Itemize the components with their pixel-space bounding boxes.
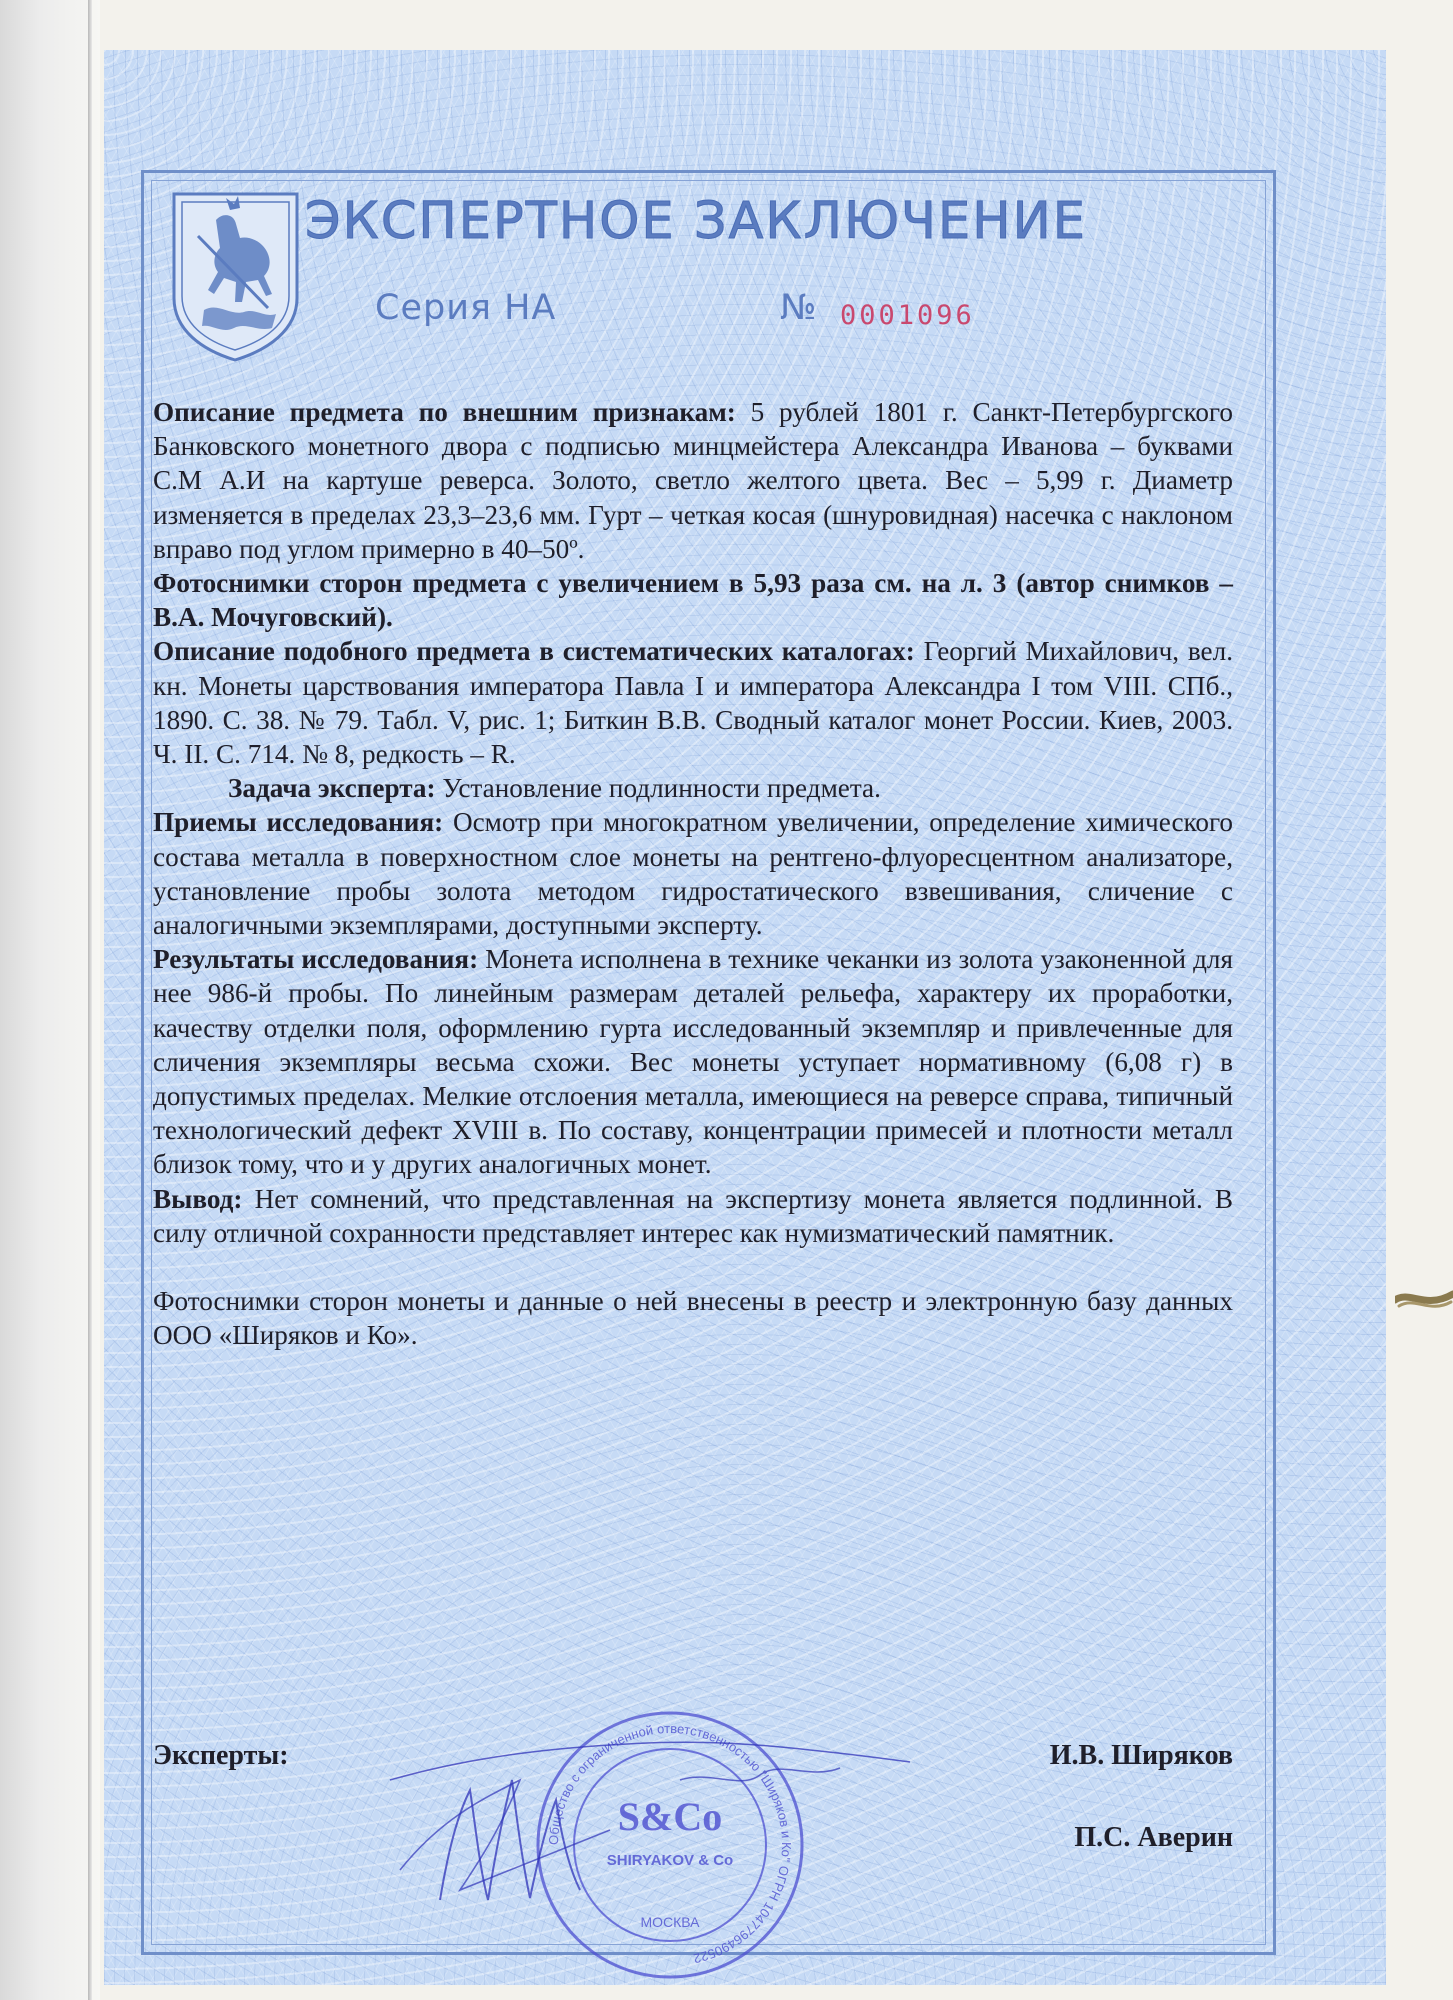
methods-text: Осмотр при многократном увеличении, определение химического состава металла в поверхностном слое монеты на рентгено-флуоресцентном анализаторе, установление пробы золота методом гидростатического взвешивания, сличение с аналогичными экземплярами, доступными эксперту. <box>153 807 1234 941</box>
handwritten-signature <box>380 1720 920 1920</box>
document-title: ЭКСПЕРТНОЕ ЗАКЛЮЧЕНИЕ <box>305 192 1087 251</box>
catalogs-paragraph <box>153 634 1233 771</box>
description-text: 5 рублей 1801 г. Санкт-Петербургского Банковского монетного двора с подписью минцмейстера Александра Иванова – буквами С.М А.И на картуше реверса. Золото, светло желтого цвета. Вес – 5,99 г. Диаметр изменяется в пределах 23,3–23,6 мм. Гурт – четкая косая (шнуровидная) насечка с наклоном вправо под углом примерно в 40–50º. <box>153 397 1233 564</box>
stamp-logo: S&Co <box>617 1794 723 1839</box>
task-paragraph <box>153 771 1233 805</box>
conclusion-label: Вывод: <box>153 1183 243 1214</box>
results-paragraph <box>153 942 1233 1181</box>
task-text: Установление подлинности предмета. <box>435 773 881 804</box>
registry-paragraph: Фотоснимки сторон монеты и данные о ней внесены в реестр и электронную базу данных ООО «Ширяков и Ко». <box>153 1286 1233 1351</box>
certificate-number: 0001096 <box>840 300 975 331</box>
results-label: Результаты исследования: <box>153 944 479 975</box>
left-page-shadow <box>0 0 100 2000</box>
photos-text: Фотоснимки сторон предмета с увеличением в 5,93 раза см. на л. 3 (автор снимков – В.А. Мочуговский). <box>153 568 1233 633</box>
expert-name-2: П.С. Аверин <box>1074 1822 1233 1853</box>
stamp-company: SHIRYAKOV & Co <box>606 1852 734 1869</box>
paragraph-gap <box>153 1250 1233 1284</box>
description-paragraph <box>153 395 1233 566</box>
photos-paragraph <box>153 566 1233 634</box>
experts-label: Эксперты: <box>153 1740 289 1771</box>
methods-paragraph <box>153 805 1233 942</box>
catalogs-text: Георгий Михайлович, вел. кн. Монеты царствования императора Павла I и императора Александра I том VIII. СПб., 1890. С. 38. № 79. Табл. V, рис. 1; Биткин В.В. Сводный каталог монет России. Киев, 2003. Ч. II. С. 714. № 8, редкость – R. <box>153 636 1233 770</box>
stamp-city: МОСКВА <box>640 1914 700 1930</box>
conclusion-paragraph <box>153 1182 1233 1250</box>
results-text: Монета исполнена в технике чеканки из золота узаконенной для нее 986-й пробы. По линейным размерам деталей рельефа, характеру их проработки, качеству отделки поля, оформлению гурта исследованный экземпляр и привлеченные для сличения экземпляры весьма схожи. Вес монеты уступает нормативному (6,08 г) в допустимых пределах. Мелкие отслоения металла, имеющиеся на реверсе справа, типичный технологический дефект XVIII в. По составу, концентрации примесей и плотности металл близок тому, что и у других аналогичных монет. <box>153 944 1234 1180</box>
expert-name-1: И.В. Ширяков <box>1049 1740 1233 1771</box>
conclusion-text: Нет сомнений, что представленная на экспертизу монета является подлинной. В силу отличной сохранности представляет интерес как нумизматический памятник. <box>153 1183 1233 1248</box>
stamp-ring-text: Общество с ограниченной ответственностью "Ширяков и Ко" ОГРН 1047796490522 <box>545 1720 795 1967</box>
task-label: Задача эксперта: <box>228 773 436 804</box>
binding-twine <box>1395 1270 1453 1330</box>
methods-label: Приемы исследования: <box>153 807 444 838</box>
page-edge <box>88 0 92 2000</box>
moscow-coat-of-arms-icon <box>168 190 303 365</box>
catalogs-label: Описание подобного предмета в систематических каталогах: <box>153 636 915 667</box>
certificate-body <box>153 395 1233 1352</box>
number-label: № <box>780 288 817 328</box>
description-label: Описание предмета по внешним признакам: <box>153 397 736 427</box>
series-label: Серия НА <box>375 288 557 328</box>
